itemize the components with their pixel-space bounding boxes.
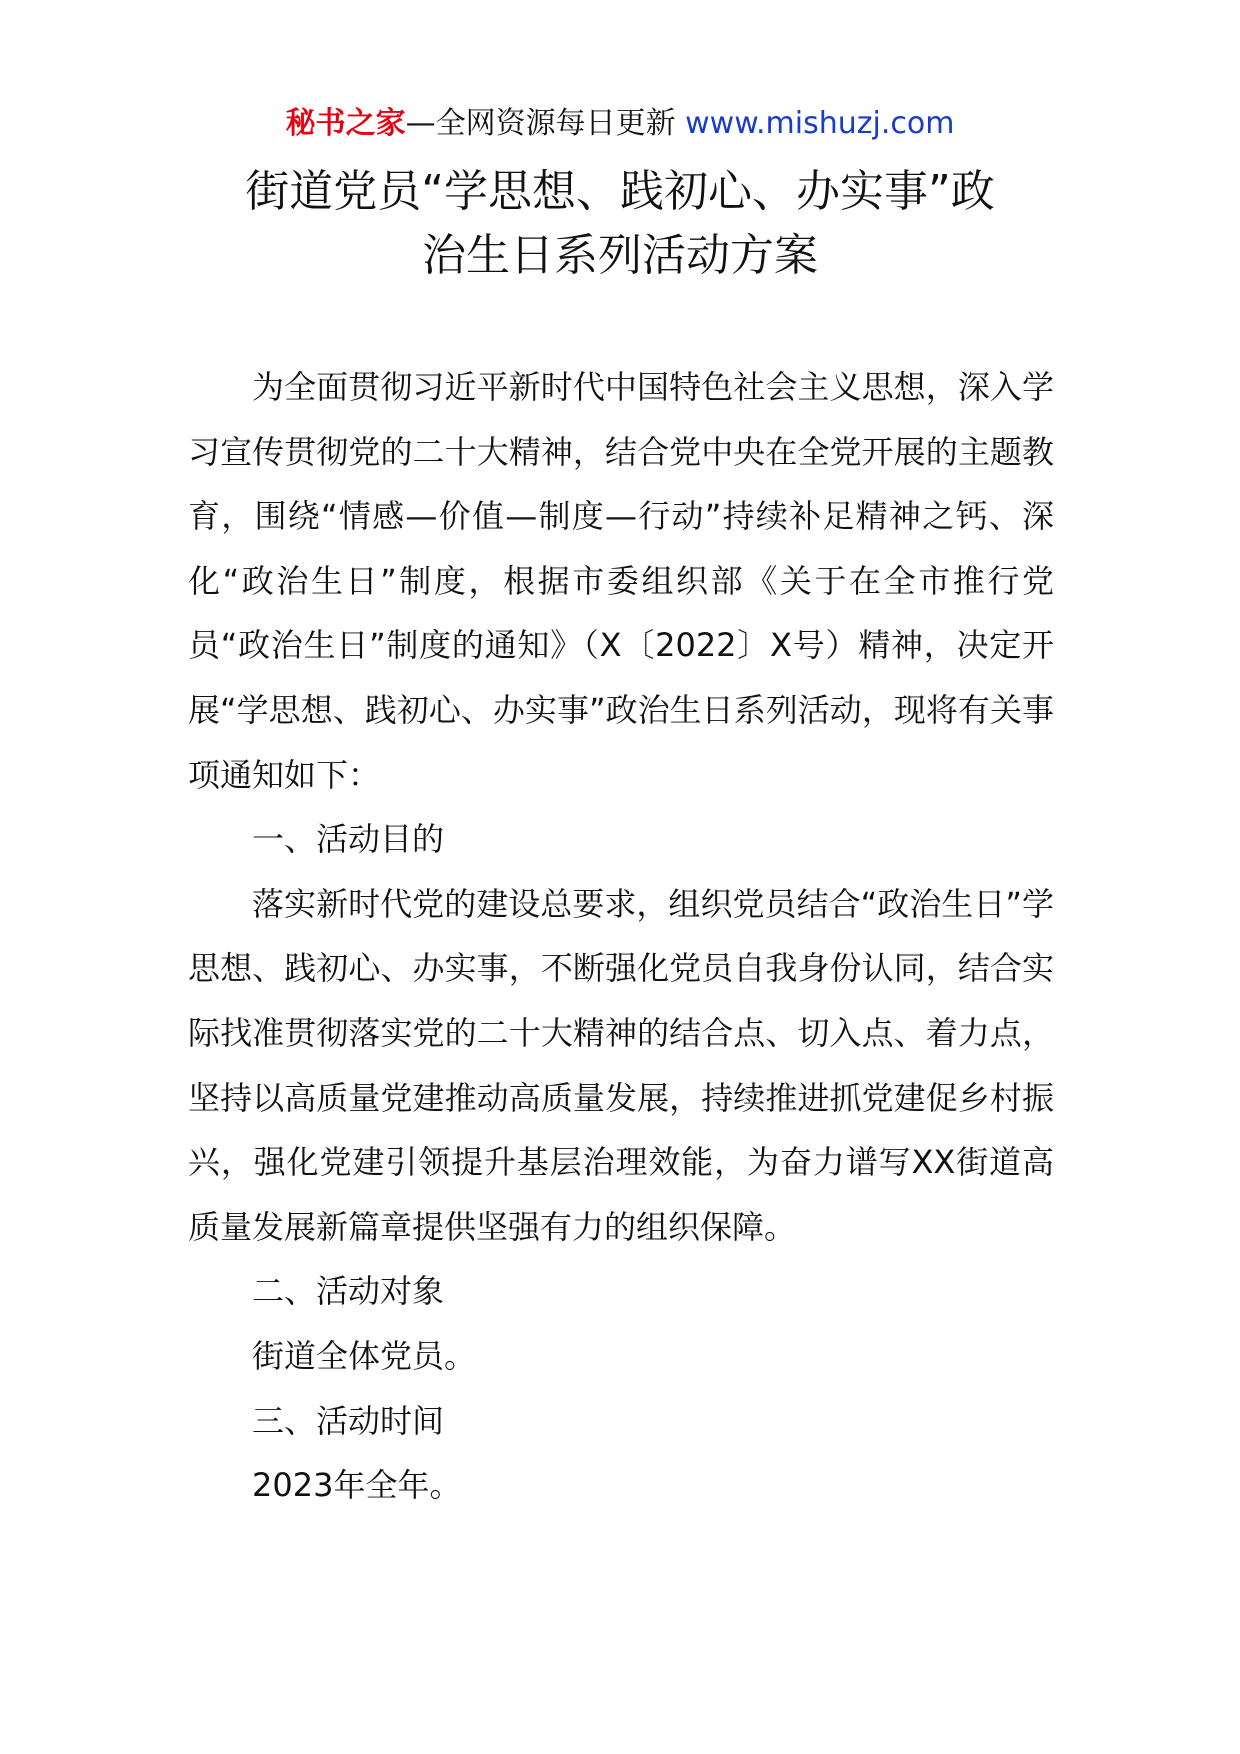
intro-paragraph: 为全面贯彻习近平新时代中国特色社会主义思想，深入学习宣传贯彻党的二十大精神，结合党中央在全党开展的主题教育，围绕“情感—价值—制度—行动”持续补足精神之钙、深化“政治生日”制度，根据市委组织部《关于在全市推行党员“政治生日”制度的通知》（X〔2022〕X号）精神，决定开展“学思想、践初心、办实事”政治生日系列活动，现将有关事项通知如下： (188, 368, 1054, 794)
target-paragraph: 街道全体党员。 (252, 1336, 477, 1375)
document-title (150, 160, 1090, 288)
site-banner (0, 100, 1240, 148)
title-line-2: 治生日系列活动方案 (422, 230, 818, 281)
banner-slogan: —全网资源每日更新 (405, 106, 686, 141)
banner-brand: 秘书之家 (285, 106, 406, 141)
section-heading-time: 三、活动时间 (252, 1401, 445, 1440)
section-heading-target: 二、活动对象 (252, 1272, 445, 1311)
title-line-1: 街道党员“学思想、践初心、办实事”政 (245, 166, 995, 217)
document-body (188, 355, 1054, 1518)
section-heading-purpose: 一、活动目的 (252, 820, 445, 859)
purpose-paragraph: 落实新时代党的建设总要求，组织党员结合“政治生日”学思想、践初心、办实事，不断强化党员自我身份认同，结合实际找准贯彻落实党的二十大精神的结合点、切入点、着力点，坚持以高质量党建推动高质量发展，持续推进抓党建促乡村振兴，强化党建引领提升基层治理效能，为奋力谱写XX街道高质量发展新篇章提供坚强有力的组织保障。 (188, 884, 1054, 1246)
time-paragraph: 2023年全年。 (252, 1466, 462, 1505)
banner-site-url[interactable]: www.mishuzj.com (685, 106, 955, 141)
